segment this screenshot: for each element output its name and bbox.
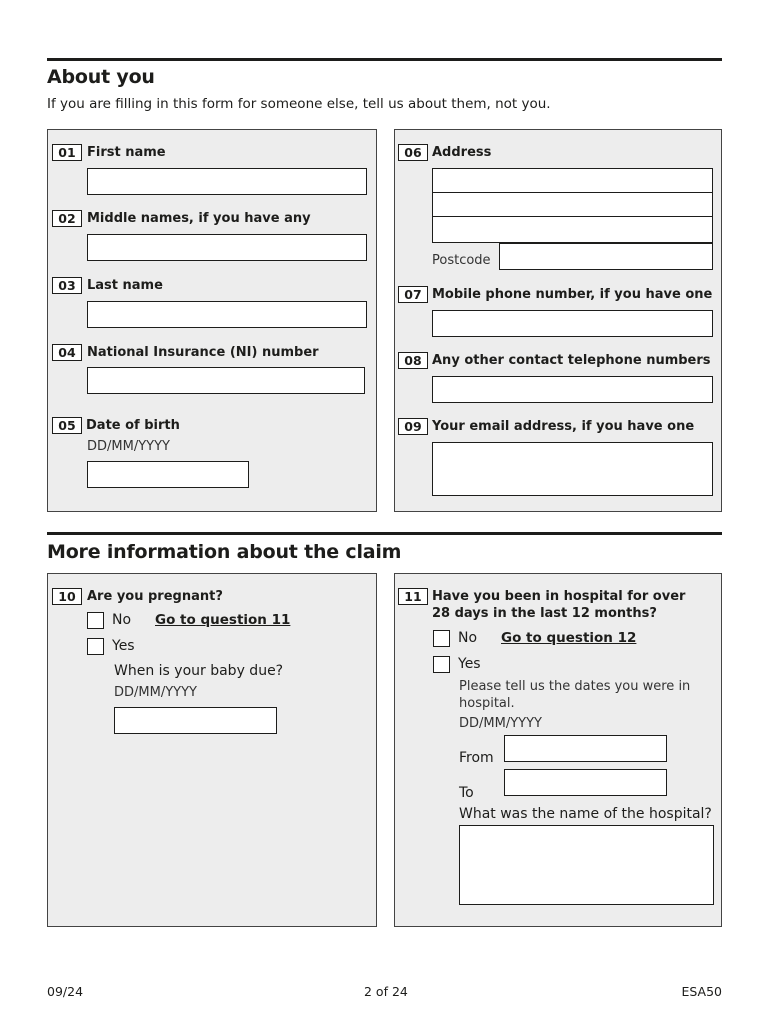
hospital-yes-label: Yes <box>458 656 481 672</box>
middle-names-label: Middle names, if you have any <box>87 211 311 226</box>
hospital-from-date-field[interactable] <box>504 735 667 762</box>
go-to-question-12-link: Go to question 12 <box>501 630 637 646</box>
address-line-3-field[interactable] <box>432 216 713 243</box>
pregnant-yes-checkbox[interactable] <box>87 638 104 655</box>
footer-form-code: ESA50 <box>681 984 722 999</box>
first-name-label: First name <box>87 145 166 160</box>
hospital-question-label: Have you been in hospital for over 28 days in the last 12 months? <box>432 589 686 621</box>
middle-names-field[interactable] <box>87 234 367 261</box>
hospital-name-label: What was the name of the hospital? <box>459 806 712 822</box>
question-number-03: 03 <box>52 277 82 294</box>
email-label: Your email address, if you have one <box>432 419 695 434</box>
ni-number-label: National Insurance (NI) number <box>87 345 319 360</box>
question-number-05: 05 <box>52 417 82 434</box>
other-phone-label: Any other contact telephone numbers <box>432 353 711 368</box>
question-number-11: 11 <box>398 588 428 605</box>
question-number-01: 01 <box>52 144 82 161</box>
question-number-06: 06 <box>398 144 428 161</box>
hospital-name-field[interactable] <box>459 825 714 905</box>
question-number-07: 07 <box>398 286 428 303</box>
date-of-birth-field[interactable] <box>87 461 249 488</box>
address-label: Address <box>432 145 492 160</box>
hospital-from-label: From <box>459 750 494 766</box>
address-line-2-field[interactable] <box>432 192 713 217</box>
mobile-phone-field[interactable] <box>432 310 713 337</box>
email-field[interactable] <box>432 442 713 496</box>
hospital-to-date-field[interactable] <box>504 769 667 796</box>
question-number-10: 10 <box>52 588 82 605</box>
baby-due-date-field[interactable] <box>114 707 277 734</box>
question-number-09: 09 <box>398 418 428 435</box>
section-title-about-you: About you <box>47 66 155 88</box>
postcode-field[interactable] <box>499 243 713 270</box>
first-name-field[interactable] <box>87 168 367 195</box>
hospital-date-format-hint: DD/MM/YYYY <box>459 716 542 731</box>
last-name-field[interactable] <box>87 301 367 328</box>
pregnant-no-checkbox[interactable] <box>87 612 104 629</box>
ni-number-field[interactable] <box>87 367 365 394</box>
footer-date: 09/24 <box>47 984 84 999</box>
question-number-02: 02 <box>52 210 82 227</box>
pregnant-question-label: Are you pregnant? <box>87 589 223 604</box>
hospital-no-checkbox[interactable] <box>433 630 450 647</box>
question-number-08: 08 <box>398 352 428 369</box>
hospital-yes-checkbox[interactable] <box>433 656 450 673</box>
hospital-to-label: To <box>459 785 474 801</box>
mobile-phone-label: Mobile phone number, if you have one <box>432 287 713 302</box>
postcode-label: Postcode <box>432 253 491 268</box>
baby-due-label: When is your baby due? <box>114 663 284 679</box>
other-phone-field[interactable] <box>432 376 713 403</box>
last-name-label: Last name <box>87 278 163 293</box>
footer-page-number: 2 of 24 <box>364 984 408 999</box>
date-of-birth-format-hint: DD/MM/YYYY <box>87 439 170 454</box>
go-to-question-11-link: Go to question 11 <box>155 612 291 628</box>
hospital-dates-hint: Please tell us the dates you were in hospital. <box>459 679 691 711</box>
pregnant-no-label: No <box>112 612 132 628</box>
question-number-04: 04 <box>52 344 82 361</box>
date-of-birth-label: Date of birth <box>86 418 180 433</box>
baby-due-format-hint: DD/MM/YYYY <box>114 685 197 700</box>
pregnant-yes-label: Yes <box>112 638 135 654</box>
section-divider <box>47 532 722 535</box>
section-divider <box>47 58 722 61</box>
address-line-1-field[interactable] <box>432 168 713 193</box>
section-title-claim: More information about the claim <box>47 541 402 563</box>
about-intro-text: If you are filling in this form for someone else, tell us about them, not you. <box>47 96 551 112</box>
hospital-no-label: No <box>458 630 478 646</box>
